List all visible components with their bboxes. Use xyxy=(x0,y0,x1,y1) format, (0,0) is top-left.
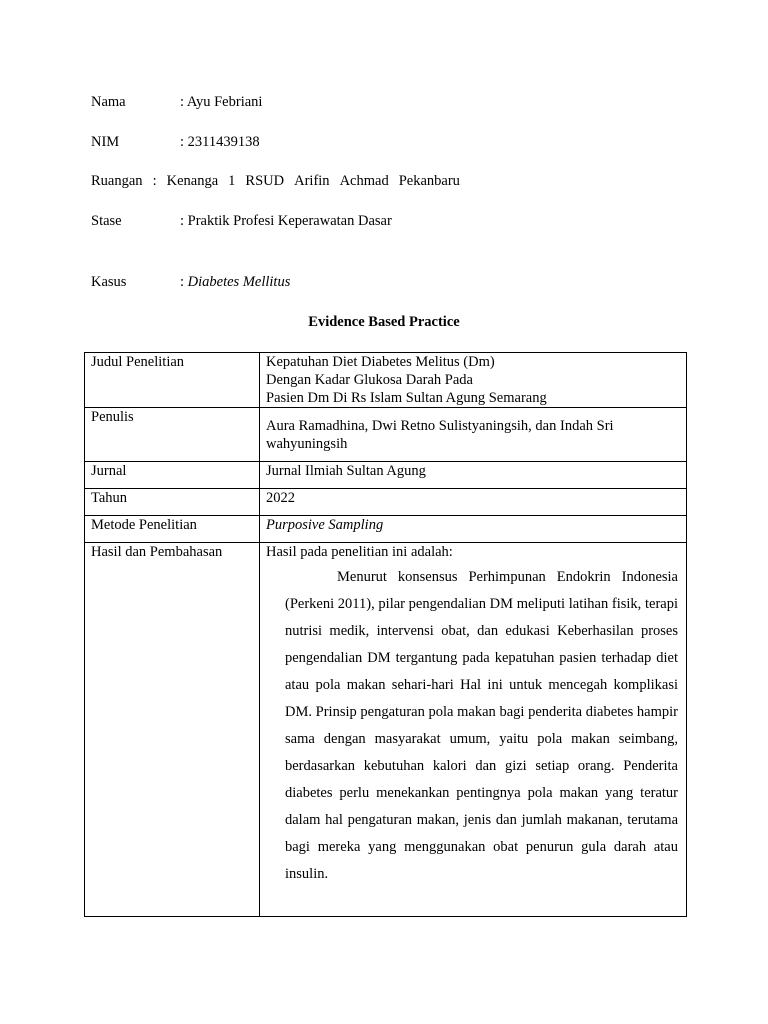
judul-value xyxy=(260,353,687,408)
jurnal-label: Jurnal xyxy=(85,462,260,489)
nama-label: Nama xyxy=(91,94,126,110)
penulis-label: Penulis xyxy=(85,408,260,462)
ruangan-label: Ruangan xyxy=(91,173,143,189)
judul-line: Kepatuhan Diet Diabetes Melitus (Dm) xyxy=(266,354,495,370)
kasus-label: Kasus xyxy=(91,274,127,290)
ruangan-word: Kenanga xyxy=(166,173,219,189)
evidence-table xyxy=(84,352,687,917)
metode-label: Metode Penelitian xyxy=(85,516,260,543)
hasil-paragraph: Menurut konsensus Perhimpunan Endokrin Indonesia (Perkeni 2011), pilar pengendalian DM meliputi latihan fisik, terapi nutrisi medik, intervensi obat, dan edukasi Keberhasilan proses pengendalian DM tergantung pada kepatuhan pasien terhadap diet atau pola makan sehari-hari Hal ini untuk mencegah komplikasi DM. Prinsip pengaturan pola makan bagi penderita diabetes hampir sama dengan masyarakat umum, yaitu pola makan seimbang, berdasarkan kebutuhan kalori dan gizi setiap orang. Penderita diabetes perlu menekankan pentingnya pola makan yang teratur dalam hal pengaturan makan, jenis dan jumlah makanan, terutama bagi mereka yang menggunakan obat penurun gula darah atau insulin. xyxy=(285,569,678,882)
nama-value: : Ayu Febriani xyxy=(180,94,263,110)
table-row-metode xyxy=(85,516,687,543)
judul-line: Pasien Dm Di Rs Islam Sultan Agung Semarang xyxy=(266,390,547,406)
penulis-cell xyxy=(260,408,687,462)
hasil-intro: Hasil pada penelitian ini adalah: xyxy=(266,544,453,560)
kasus-value: Diabetes Mellitus xyxy=(187,274,291,290)
kasus-value-wrapper xyxy=(180,273,290,291)
ruangan-word: 1 xyxy=(228,173,236,189)
table-row-penulis xyxy=(85,408,687,462)
ruangan-word: Pekanbaru xyxy=(398,173,460,189)
stase-value: : Praktik Profesi Keperawatan Dasar xyxy=(180,213,392,229)
judul-label: Judul Penelitian xyxy=(85,353,260,408)
kasus-prefix: : xyxy=(180,274,188,290)
section-heading: Evidence Based Practice xyxy=(308,314,460,330)
hasil-cell xyxy=(260,543,687,917)
tahun-label: Tahun xyxy=(85,489,260,516)
ruangan-word: RSUD xyxy=(245,173,285,189)
ruangan-word: Arifin xyxy=(294,173,330,189)
table-row-tahun xyxy=(85,489,687,516)
ruangan-word: Achmad xyxy=(339,173,389,189)
tahun-value: 2022 xyxy=(260,489,687,516)
ruangan-colon: : xyxy=(152,173,157,189)
nim-label: NIM xyxy=(91,134,120,150)
penulis-value: Aura Ramadhina, Dwi Retno Sulistyaningsih, dan Indah Sri wahyuningsih xyxy=(266,418,614,452)
judul-line: Dengan Kadar Glukosa Darah Pada xyxy=(266,372,473,388)
stase-label: Stase xyxy=(91,213,122,229)
metode-value: Purposive Sampling xyxy=(260,516,687,543)
hasil-label: Hasil dan Pembahasan xyxy=(85,543,260,917)
table-row-jurnal xyxy=(85,462,687,489)
ruangan-line xyxy=(91,172,460,190)
table-row-judul xyxy=(85,353,687,408)
nim-value: : 2311439138 xyxy=(180,134,260,150)
jurnal-value: Jurnal Ilmiah Sultan Agung xyxy=(260,462,687,489)
table-row-hasil xyxy=(85,543,687,917)
